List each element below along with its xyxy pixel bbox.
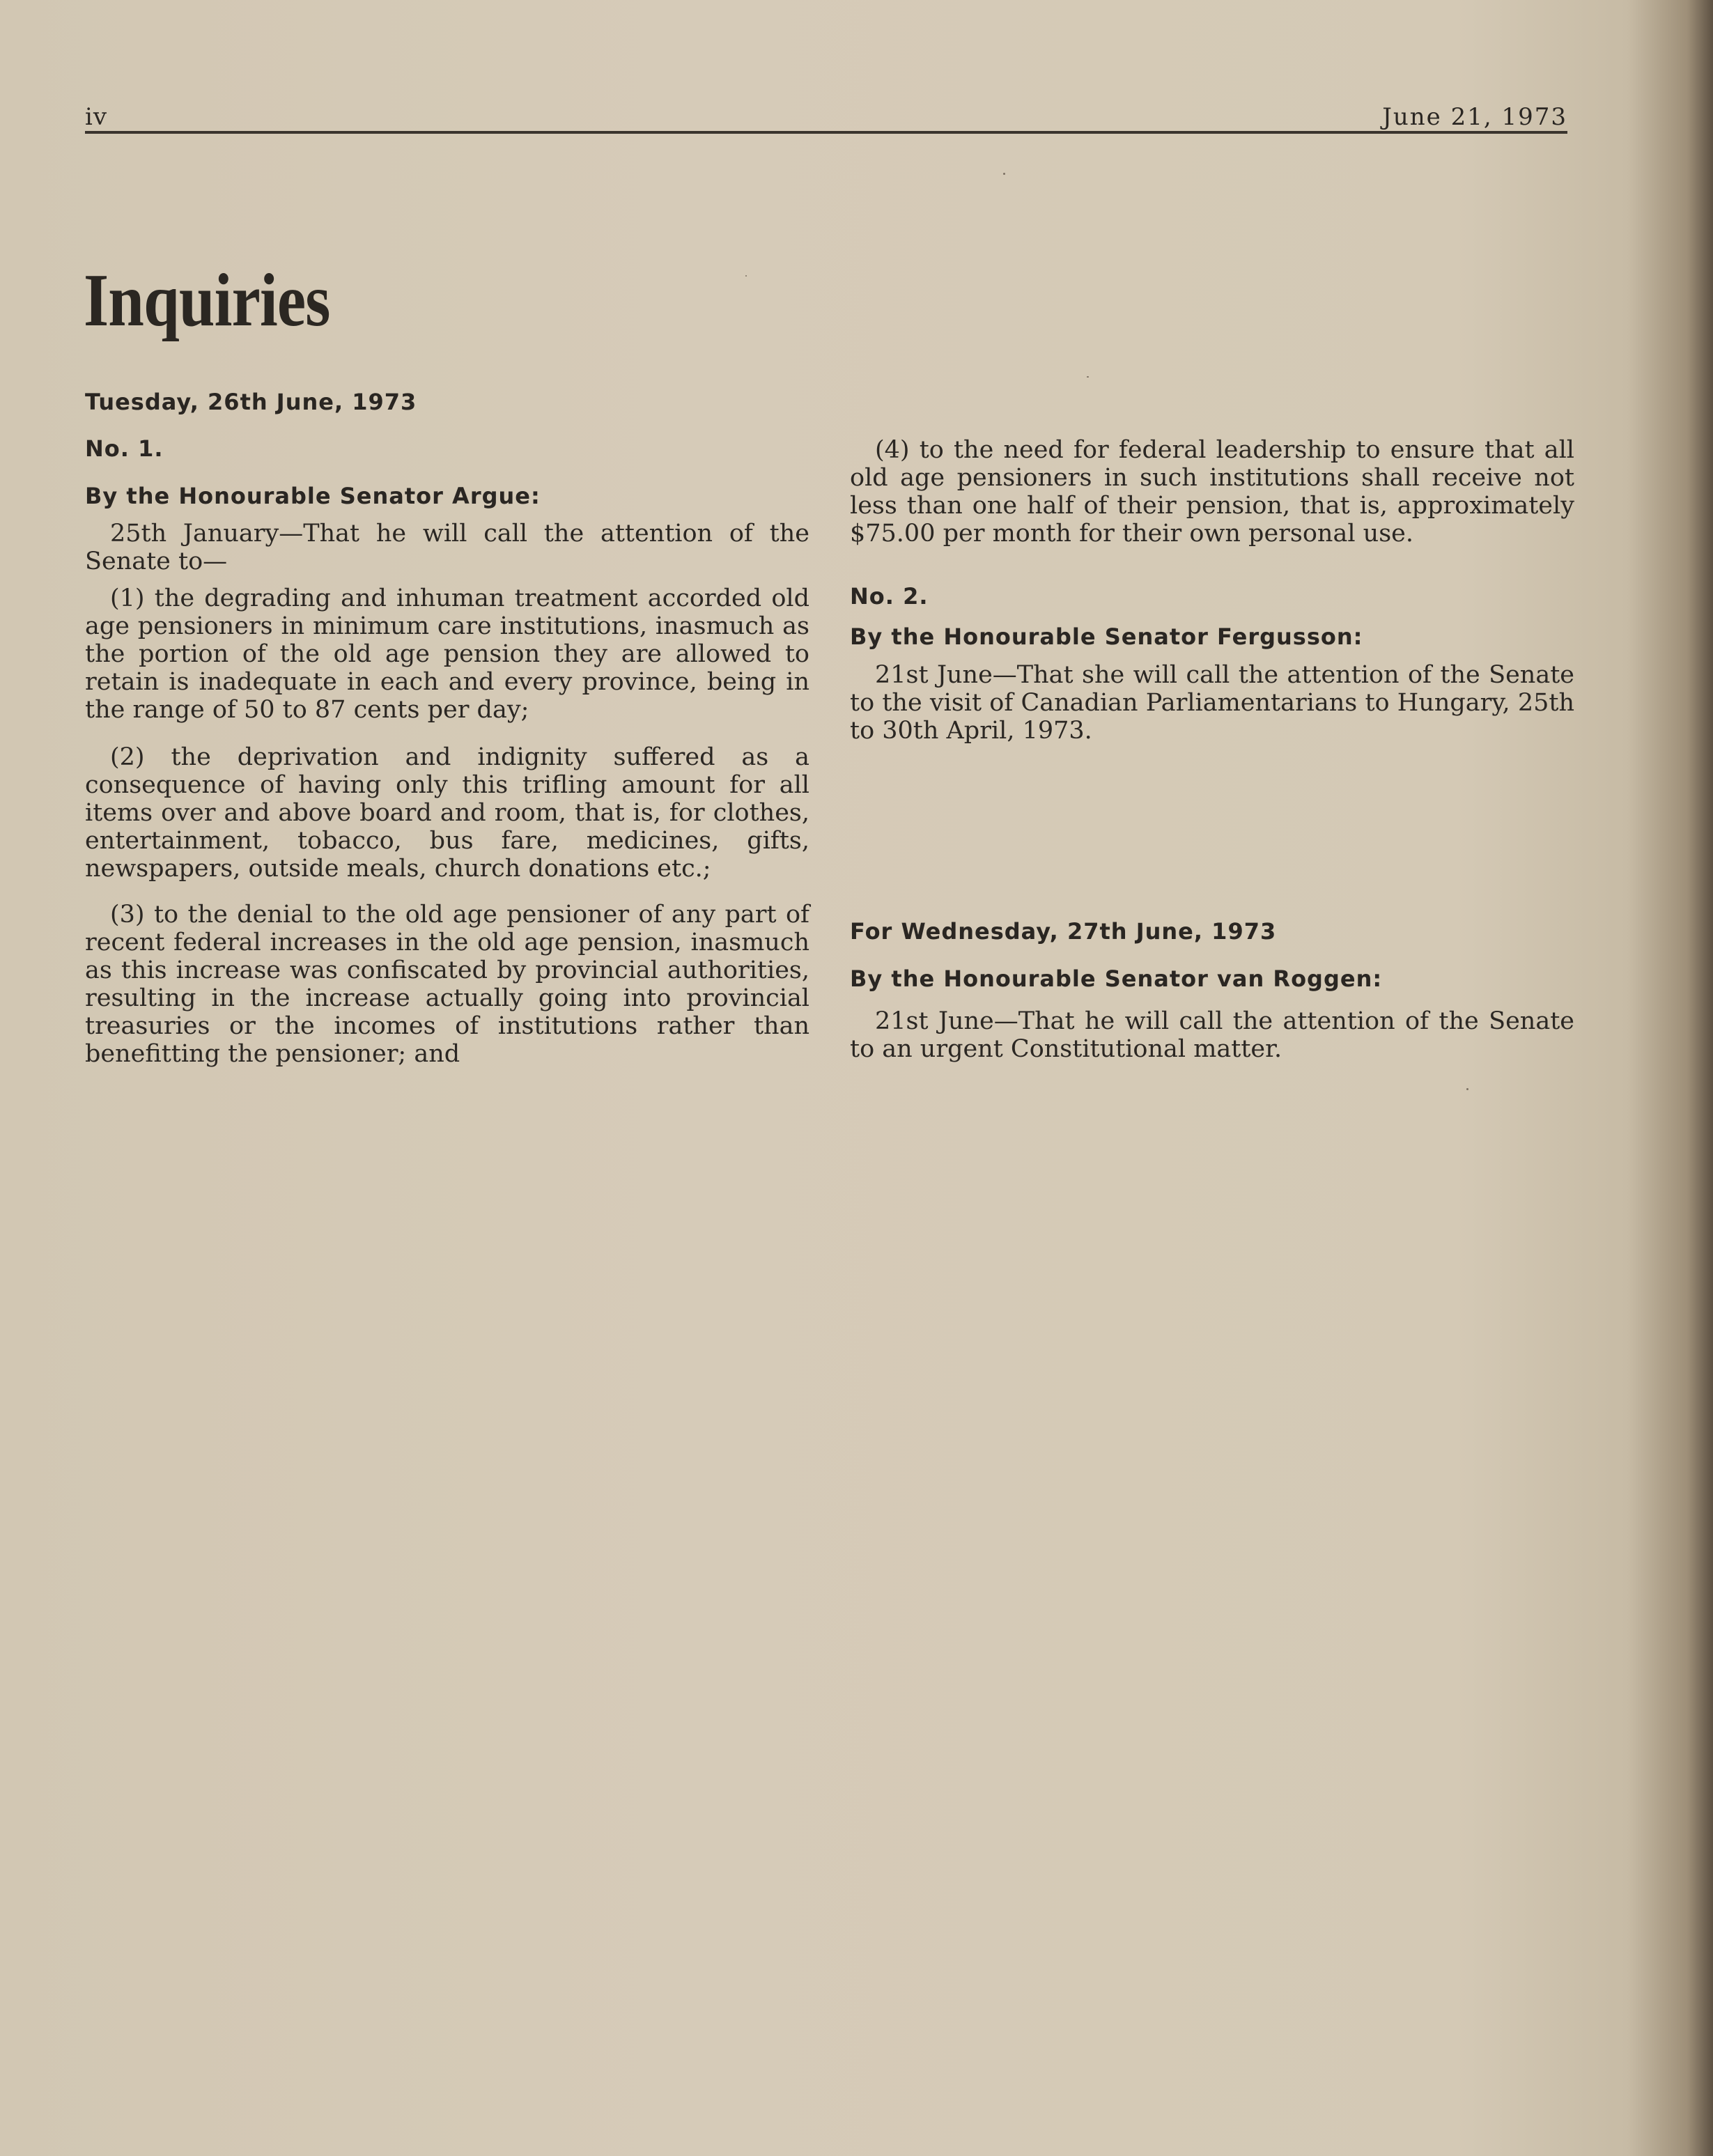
inquiry-number-2: No. 2. bbox=[850, 583, 929, 610]
inquiry-text-van-roggen: 21st June—That he will call the attention of the Senate to an urgent Constitutional matter. bbox=[850, 1007, 1574, 1063]
inquiry-point-3: (3) to the denial to the old age pensioner of any part of recent federal increases in the old age pension, inasmuch as this increase was confiscated by provincial authorities, resulting in the increase actually going into provincial treasuries or the incomes of institutions rather than benefitting the pensioner; and bbox=[85, 901, 809, 1068]
paper-speck bbox=[745, 275, 747, 277]
inquiry-point-4: (4) to the need for federal leadership to ensure that all old age pensioners in such institutions shall receive not less than one half of their pension, that is, approximately $75.00 per month for their own personal use. bbox=[850, 436, 1574, 548]
inquiry-byline-van-roggen: By the Honourable Senator van Roggen: bbox=[850, 965, 1383, 992]
page-title: Inquiries bbox=[84, 259, 330, 342]
inquiry-point-2: (2) the deprivation and indignity suffered as a consequence of having only this trifling amount for all items over and above board and room, that is, for clothes, entertainment, tobacco, bus fare, medicines, gifts, newspapers, outside meals, church donations etc.; bbox=[85, 743, 809, 883]
inquiry-intro: 25th January—That he will call the attention of the Senate to— bbox=[85, 520, 809, 575]
paper-speck bbox=[1087, 376, 1089, 378]
paper-speck bbox=[1466, 1088, 1468, 1090]
header-date: June 21, 1973 bbox=[1382, 103, 1567, 131]
paper-speck bbox=[1003, 173, 1005, 175]
inquiry-number-1: No. 1. bbox=[85, 435, 164, 462]
inquiry-text-2: 21st June—That she will call the attention of the Senate to the visit of Canadian Parliamentarians to Hungary, 25th to 30th April, 1973. bbox=[850, 661, 1574, 745]
sitting-date-heading: Tuesday, 26th June, 1973 bbox=[85, 389, 417, 415]
running-header bbox=[85, 103, 1567, 134]
page-folio: iv bbox=[85, 103, 108, 131]
inquiry-point-1: (1) the degrading and inhuman treatment accorded old age pensioners in minimum care institutions, inasmuch as the portion of the old age pension they are allowed to retain is inadequate in each and every province, being in the range of 50 to 87 cents per day; bbox=[85, 584, 809, 724]
wednesday-date-heading: For Wednesday, 27th June, 1973 bbox=[850, 918, 1277, 945]
inquiry-byline-fergusson: By the Honourable Senator Fergusson: bbox=[850, 623, 1363, 650]
inquiry-byline-argue: By the Honourable Senator Argue: bbox=[85, 483, 541, 509]
